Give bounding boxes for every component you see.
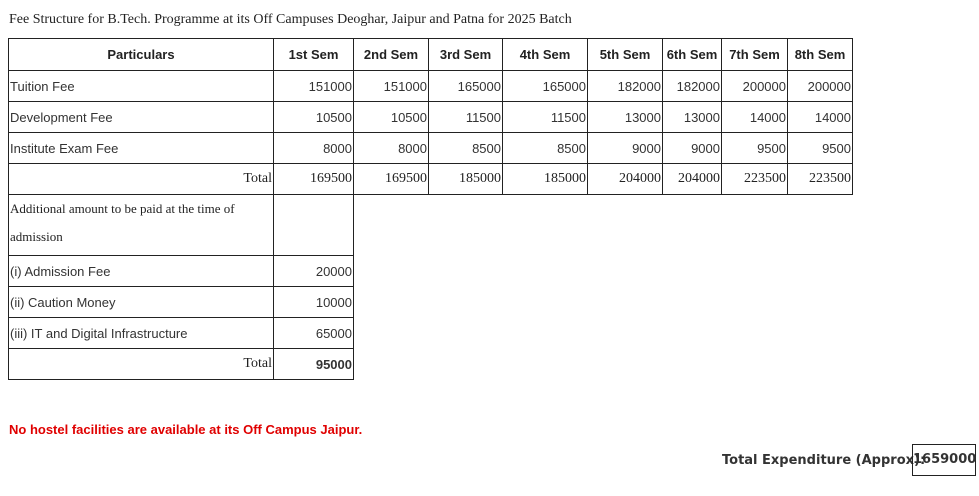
cell-value: 200000 <box>722 71 788 102</box>
additional-total-value: 95000 <box>274 349 354 380</box>
table-row-development-fee <box>9 102 853 133</box>
cell-value: 20000 <box>274 256 354 287</box>
cell-value: 9500 <box>788 133 853 164</box>
row-label: Institute Exam Fee <box>9 133 274 164</box>
additional-heading-row <box>9 195 853 256</box>
table-row-caution-money <box>9 287 853 318</box>
table-row-additional-total <box>9 349 853 380</box>
cell-value: 8500 <box>429 133 503 164</box>
total-expenditure-value: 1659000 <box>912 444 976 476</box>
cell-value: 151000 <box>274 71 354 102</box>
cell-value: 11500 <box>429 102 503 133</box>
table-row-it-infrastructure <box>9 318 853 349</box>
cell-value: 165000 <box>503 71 588 102</box>
table-row-admission-fee <box>9 256 853 287</box>
header-sem-5: 5th Sem <box>588 39 663 71</box>
total-label: Total <box>9 164 274 195</box>
cell-value: 10000 <box>274 287 354 318</box>
header-sem-1: 1st Sem <box>274 39 354 71</box>
header-sem-4: 4th Sem <box>503 39 588 71</box>
row-label: (i) Admission Fee <box>9 256 274 287</box>
total-value: 169500 <box>354 164 429 195</box>
fee-structure-table <box>8 38 853 380</box>
total-value: 169500 <box>274 164 354 195</box>
cell-value: 200000 <box>788 71 853 102</box>
total-value: 223500 <box>788 164 853 195</box>
cell-value: 8500 <box>503 133 588 164</box>
cell-value: 182000 <box>588 71 663 102</box>
additional-total-label: Total <box>9 349 274 380</box>
cell-value: 10500 <box>354 102 429 133</box>
header-sem-6: 6th Sem <box>663 39 722 71</box>
cell-value: 8000 <box>354 133 429 164</box>
cell-value: 165000 <box>429 71 503 102</box>
header-sem-2: 2nd Sem <box>354 39 429 71</box>
cell-value: 65000 <box>274 318 354 349</box>
cell-value: 182000 <box>663 71 722 102</box>
header-sem-8: 8th Sem <box>788 39 853 71</box>
table-row-total <box>9 164 853 195</box>
row-label: (iii) IT and Digital Infrastructure <box>9 318 274 349</box>
total-value: 223500 <box>722 164 788 195</box>
header-sem-3: 3rd Sem <box>429 39 503 71</box>
cell-value: 9000 <box>588 133 663 164</box>
cell-value: 9000 <box>663 133 722 164</box>
cell-value: 14000 <box>722 102 788 133</box>
cell-value: 10500 <box>274 102 354 133</box>
additional-heading: Additional amount to be paid at the time of admission <box>9 195 274 256</box>
table-row-institute-exam-fee <box>9 133 853 164</box>
row-label: Tuition Fee <box>9 71 274 102</box>
cell-value: 13000 <box>663 102 722 133</box>
total-expenditure-label: Total Expenditure (Approx): <box>722 453 926 468</box>
cell-value: 8000 <box>274 133 354 164</box>
total-value: 185000 <box>429 164 503 195</box>
header-sem-7: 7th Sem <box>722 39 788 71</box>
cell-value: 14000 <box>788 102 853 133</box>
row-label: (ii) Caution Money <box>9 287 274 318</box>
header-particulars: Particulars <box>9 39 274 71</box>
row-label: Development Fee <box>9 102 274 133</box>
total-value: 204000 <box>663 164 722 195</box>
cell-value: 11500 <box>503 102 588 133</box>
table-caption: Fee Structure for B.Tech. Programme at its Off Campuses Deoghar, Jaipur and Patna for 2025 Batch <box>9 12 572 27</box>
total-value: 185000 <box>503 164 588 195</box>
additional-heading-blank-cell <box>274 195 354 256</box>
cell-value: 151000 <box>354 71 429 102</box>
hostel-notice: No hostel facilities are available at its Off Campus Jaipur. <box>9 422 363 437</box>
header-row <box>9 39 853 71</box>
total-value: 204000 <box>588 164 663 195</box>
cell-value: 9500 <box>722 133 788 164</box>
cell-value: 13000 <box>588 102 663 133</box>
table-row-tuition-fee <box>9 71 853 102</box>
